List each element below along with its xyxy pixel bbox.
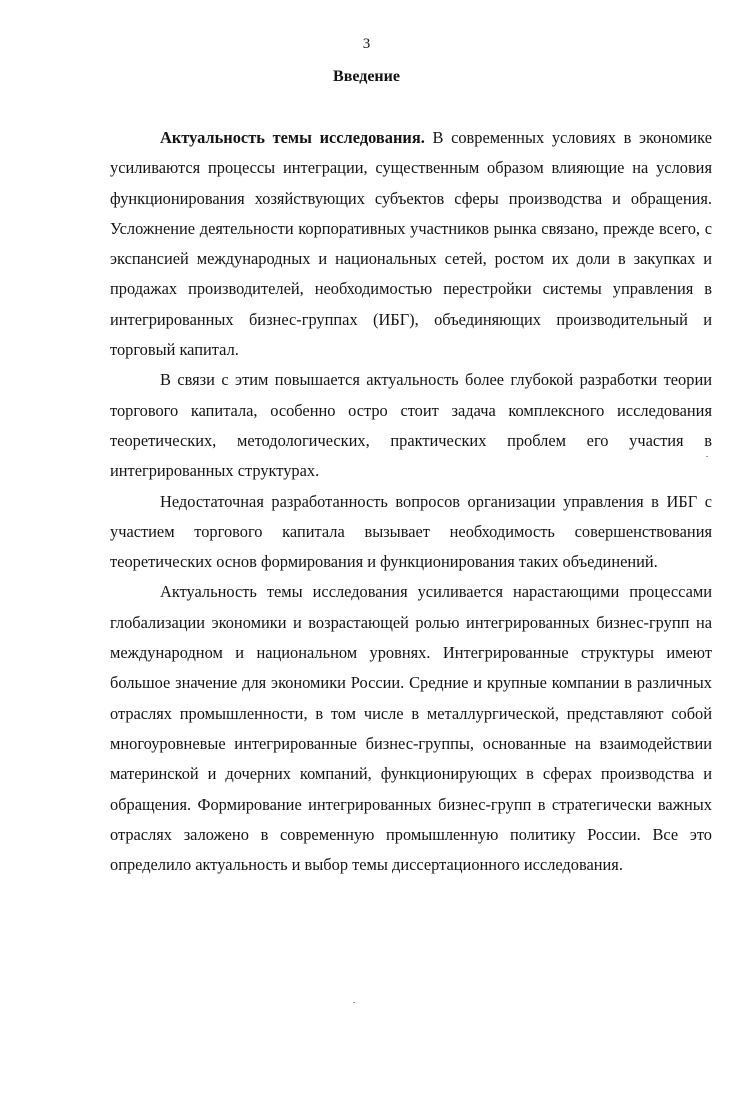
- scan-speck: [706, 456, 708, 457]
- paragraph-lead: Актуальность темы исследования.: [160, 128, 425, 147]
- paragraph-insufficient-development: Недостаточная разработанность вопросов организации управления в ИБГ с участием торгового капитала вызывает необходимость совершенствования теоретических основ формирования и функционирования таких объединений.: [110, 491, 712, 572]
- paragraph-trade-capital: В связи с этим повышается актуальность более глубокой разработки теории торгового капитала, особенно остро стоит задача комплексного исследования теоретических, методологических, практических проблем его участия в интегрированных структурах.: [110, 370, 712, 481]
- paragraph-relevance: [110, 123, 712, 365]
- scan-speck: [353, 1002, 355, 1003]
- page-number: 3: [362, 36, 371, 52]
- section-heading: Введение: [333, 68, 400, 85]
- body-text: [110, 123, 712, 880]
- paragraph-globalization: Актуальность темы исследования усиливается нарастающими процессами глобализации экономики и возрастающей ролью интегрированных бизнес-групп на международном и национальном уровнях. Интегрированные структуры имеют большое значение для экономики России. Средние и крупные компании в различных отраслях промышленности, в том числе в металлургической, представляют собой многоуровневые интегрированные бизнес-группы, основанные на взаимодействии материнской и дочерних компаний, функционирующих в сферах производства и обращения. Формирование интегрированных бизнес-групп в стратегически важных отраслях заложено в современную промышленную политику России. Все это определило актуальность и выбор темы диссертационного исследования.: [110, 582, 712, 875]
- paragraph-text: В современных условиях в экономике усиливаются процессы интеграции, существенным образом влияющие на условия функционирования хозяйствующих субъектов сферы производства и обращения. Усложнение деятельности корпоративных участников рынка связано, прежде всего, с экспансией международных и национальных сетей, ростом их доли в закупках и продажах производителей, необходимостью перестройки системы управления в интегрированных бизнес-группах (ИБГ), объединяющих производительный и торговый капитал.: [110, 128, 712, 360]
